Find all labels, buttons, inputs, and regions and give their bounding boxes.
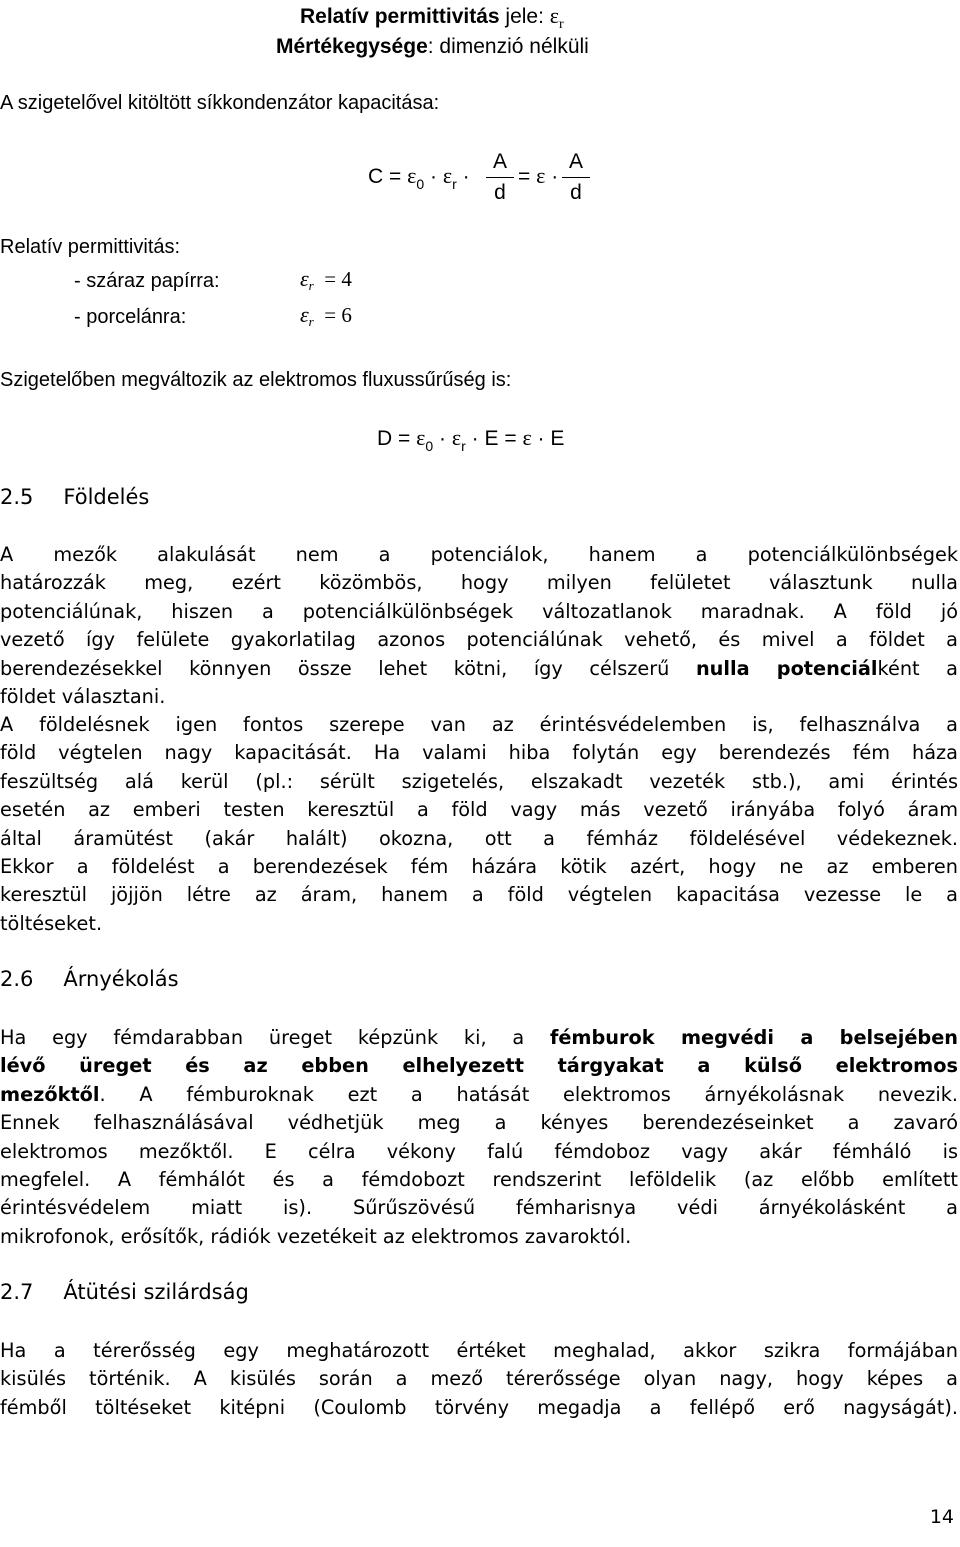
epsilon-symbol: ε [549, 3, 560, 28]
page-number: 14 [929, 1506, 954, 1528]
text-run: . A fémburoknak ezt a hatását elektromos árnyékolásnak nevezik. [99, 1082, 958, 1106]
flux-eps: ε [522, 425, 532, 450]
flux-sub0: 0 [425, 438, 434, 454]
flux-equation [377, 425, 564, 454]
flux-eq1: = [398, 427, 411, 450]
eq-equals: = [389, 165, 402, 188]
capacitance-equation-mid [518, 163, 558, 189]
flux-e2: E [550, 427, 565, 450]
text-line [0, 1024, 958, 1052]
symbol-label: jele: [499, 5, 550, 28]
fraction-a-over-d-1 [486, 150, 514, 205]
flux-e1: E [484, 427, 499, 450]
capacitance-equation-left [368, 163, 470, 192]
text-line [0, 1081, 958, 1109]
bold-term: nulla potenciál [695, 656, 878, 680]
flux-epsr: ε [451, 425, 462, 450]
porcelain-value: 6 [341, 303, 352, 327]
text-line: föld végtelen nagy kapacitását. Ha valami hiba folytán egy berendezés fém háza [0, 741, 958, 765]
subscript-r: r [559, 17, 564, 33]
text-line: földet választani. [0, 684, 166, 708]
eq-d: D [377, 427, 393, 450]
section-2-6-paragraph [0, 1024, 958, 1251]
text-line: A mezők alakulását nem a potenciálok, hanem a potenciálkülönbségek [0, 543, 958, 566]
unit-term: Mértékegysége [276, 35, 428, 58]
text-run: Ha egy fémdarabban üreget képzünk ki, a [0, 1026, 550, 1049]
section-number: 2.7 [0, 1280, 34, 1304]
eps-eq: = [324, 267, 337, 291]
section-title: Átütési szilárdság [63, 1280, 249, 1304]
section-2-5-paragraph-2 [0, 711, 958, 938]
porcelain-equation [300, 302, 352, 330]
text-line: Ha a térerősség egy meghatározott értéket meghalad, akkor szikra formájában [0, 1339, 958, 1362]
flux-dot2: · [471, 427, 479, 450]
text-run: berendezésekkel könnyen össze lehet kötni, így célszerű [0, 656, 696, 680]
section-2-7-heading [0, 1280, 249, 1304]
capacitance-intro: A szigetelővel kitöltött síkkondenzátor kapacitása: [0, 92, 440, 114]
text-line: potenciálúnak, hiszen a potenciálkülönbségek változatlanok maradnak. A föld jó [0, 599, 958, 623]
eps-eq-2: = [324, 303, 337, 327]
text-line: érintésvédelem miatt is). Sűrűszövésű fémharisnya védi árnyékolásként a [0, 1196, 958, 1220]
eq-epsilonr: ε [442, 163, 453, 188]
text-line: töltéseket. [0, 911, 103, 935]
eq-dot3: · [551, 165, 559, 188]
section-2-7-paragraph [0, 1337, 958, 1422]
permittivity-term: Relatív permittivitás [300, 5, 500, 28]
eq-subr: r [452, 176, 457, 192]
text-line: feszültség alá kerül (pl.: sérült szigetelés, elszakadt vezeték stb.), ami érintés [0, 769, 958, 793]
text-line: esetén az emberi testen keresztül a föld vagy más vezető irányába folyó áram [0, 798, 958, 822]
eq-epsilon: ε [536, 163, 546, 188]
section-number: 2.5 [0, 485, 34, 509]
eq-dot: · [430, 165, 438, 188]
text-line [0, 1052, 958, 1080]
flux-dot1: · [439, 427, 447, 450]
eq-equals2: = [518, 165, 531, 188]
bold-term: mezőktől [0, 1082, 100, 1106]
text-line: határozzák meg, ezért közömbös, hogy milyen felületet választunk nulla [0, 571, 958, 595]
text-line: keresztül jöjjön létre az áram, hanem a föld végtelen kapacitása vezesse le a [0, 883, 958, 907]
section-2-5-heading [0, 485, 149, 509]
section-2-5-paragraph-1 [0, 541, 958, 711]
bold-term: lévő üreget és az ebben elhelyezett tárgyakat a külső elektromos [0, 1054, 958, 1078]
section-title: Árnyékolás [63, 967, 179, 991]
paper-value: 4 [341, 267, 352, 291]
flux-eps0: ε [416, 425, 426, 450]
section-number: 2.6 [0, 967, 34, 991]
eps-symbol: ε [300, 266, 309, 291]
text-line: Ennek felhasználásával védhetjük meg a kényes berendezéseinket a zavaró [0, 1111, 958, 1135]
eps-symbol-2: ε [300, 302, 309, 327]
flux-dot3: · [537, 427, 545, 450]
frac-den: d [494, 181, 506, 204]
bold-term: fémburok megvédi a belsejében [549, 1026, 958, 1049]
eq-sub0: 0 [416, 176, 425, 192]
unit-line [276, 35, 589, 59]
eps-sub-2: r [308, 314, 314, 330]
permittivity-symbol-line [300, 3, 564, 33]
eps-sub: r [308, 278, 314, 294]
text-line: Ekkor a földelést a berendezések fém házára kötik azért, hogy ne az emberen [0, 854, 958, 878]
text-line: által áramütést (akár halált) okozna, ott a fémház földelésével védekeznek. [0, 826, 958, 850]
porcelain-label: - porcelánra: [74, 306, 187, 328]
text-line: elektromos mezőktől. E célra vékony falú fémdoboz vagy akár fémháló is [0, 1139, 958, 1163]
flux-subr: r [461, 438, 466, 454]
text-line [0, 655, 958, 683]
flux-intro: Szigetelőben megváltozik az elektromos fluxussűrűség is: [0, 369, 512, 391]
section-2-6-heading [0, 967, 179, 991]
text-line: kisülés történik. A kisülés során a mező térerőssége olyan nagy, hogy képes a [0, 1367, 958, 1391]
text-line: A földelésnek igen fontos szerepe van az érintésvédelemben is, felhasználva a [0, 713, 958, 736]
text-line: fémből töltéseket kitépni (Coulomb törvény megadja a fellépő erő nagyságát). [0, 1395, 958, 1419]
frac-num: A [492, 150, 507, 173]
paper-equation [300, 266, 352, 294]
fraction-a-over-d-2 [562, 150, 590, 205]
eq-dot2: · [462, 165, 470, 188]
text-line: vezető így felülete gyakorlatilag azonos potenciálúnak vehető, és mivel a földet a [0, 628, 958, 652]
paper-label: - száraz papírra: [74, 270, 220, 292]
section-title: Földelés [63, 485, 150, 509]
text-line: megfelel. A fémhálót és a fémdobozt rendszerint leföldelik (az előbb említett [0, 1167, 958, 1191]
permittivity-title: Relatív permittivitás: [0, 236, 181, 258]
eq-epsilon0: ε [407, 163, 417, 188]
flux-eq2: = [504, 427, 517, 450]
eq-c: C [368, 165, 384, 188]
frac-num-2: A [568, 150, 583, 173]
text-line: mikrofonok, erősítők, rádiók vezetékeit az elektromos zavaroktól. [0, 1224, 632, 1248]
frac-den-2: d [570, 181, 582, 204]
text-run: ként a [877, 656, 958, 680]
unit-value: : dimenzió nélküli [427, 35, 589, 58]
